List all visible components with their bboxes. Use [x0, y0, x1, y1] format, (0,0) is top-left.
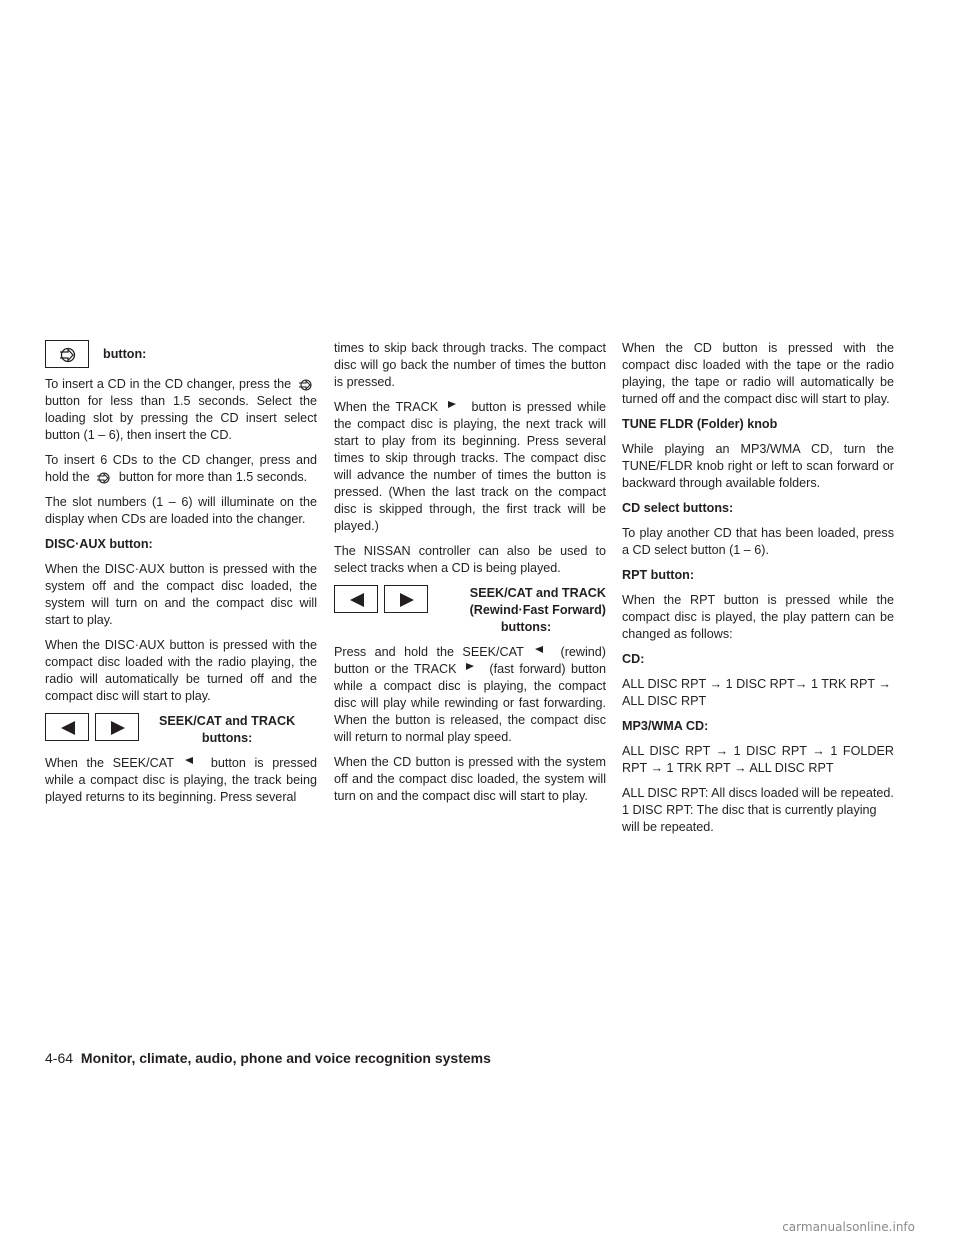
paragraph: While playing an MP3/WMA CD, turn the TUNE/FLDR knob right or left to scan forward or backward through available folders. — [622, 442, 894, 490]
paragraph: To play another CD that has been loaded, press a CD select button (1 – 6). — [622, 526, 894, 557]
paragraph: Press and hold the SEEK/CAT (rewind) button or the TRACK (fast forward) button while a compact disc is playing, the compact disc will play while rewinding or fast forwarding. When the button is released, the compact disc will return to normal play speed. — [334, 645, 607, 744]
paragraph: When the RPT button is pressed while the compact disc is played, the play pattern can be changed as follows: — [622, 593, 894, 641]
column-1 — [45, 340, 317, 814]
seek-track-heading — [45, 713, 317, 747]
rewind-inline-icon — [532, 646, 552, 660]
seek-back-icon — [45, 713, 89, 741]
paragraph: To insert a CD in the CD changer, press the button for less than 1.5 seconds. Select the loading slot by pressing the CD insert select button (1 – 6), then insert the CD. — [45, 377, 317, 442]
mp3-heading: MP3/WMA CD: — [622, 719, 709, 733]
rewind-ff-label-2: (Rewind·Fast Forward) — [469, 603, 606, 617]
paragraph: When the DISC·AUX button is pressed with the compact disc loaded with the radio playing, the radio will automatically be turned off and the compact disc will start to play. — [45, 638, 317, 703]
disc-aux-heading: DISC·AUX button: — [45, 537, 153, 551]
cd-select-heading: CD select buttons: — [622, 501, 734, 515]
paragraph: When the CD button is pressed with the system off and the compact disc loaded, the system will turn on and the compact disc will start to play. — [334, 755, 606, 803]
paragraph: To insert 6 CDs to the CD changer, press and hold the button for more than 1.5 seconds. — [45, 453, 317, 484]
seek-back-inline-icon — [182, 757, 202, 771]
rewind-ff-heading — [334, 585, 606, 636]
paragraph: ALL DISC RPT → 1 DISC RPT → 1 FOLDER RPT → 1 TRK RPT → ALL DISC RPT — [622, 744, 894, 775]
paragraph: times to skip back through tracks. The compact disc will go back the number of times the button is pressed. — [334, 341, 606, 389]
rewind-ff-label-3: buttons: — [500, 620, 552, 634]
fast-forward-icon — [384, 585, 428, 613]
page-number: 4-64 — [45, 1050, 74, 1066]
rpt-heading: RPT button: — [622, 568, 695, 582]
column-3 — [622, 340, 894, 844]
fast-forward-inline-icon — [462, 663, 484, 677]
tune-fldr-heading: TUNE FLDR (Folder) knob — [622, 417, 778, 431]
watermark: carmanualsonline.info — [782, 1220, 915, 1234]
section-title: Monitor, climate, audio, phone and voice recognition systems — [80, 1050, 491, 1066]
paragraph: The slot numbers (1 – 6) will illuminate on the display when CDs are loaded into the changer. — [45, 495, 317, 526]
paragraph: The NISSAN controller can also be used to select tracks when a CD is being played. — [334, 544, 606, 575]
cd-heading: CD: — [622, 652, 645, 666]
eject-heading — [45, 340, 317, 368]
paragraph: When the TRACK button is pressed while the compact disc is playing, the next track will start to play from its beginning. Press several times to skip through tracks. The compact disc will advance the number of times the button is pressed. (When the last track on the compact disc is skipped through, the first track will be played.) — [334, 400, 607, 533]
eject-inline-icon — [295, 378, 317, 392]
track-forward-inline-icon — [444, 401, 466, 415]
seek-track-label: SEEK/CAT and TRACK — [159, 714, 296, 728]
eject-button-icon — [45, 340, 89, 368]
rewind-icon — [334, 585, 378, 613]
paragraph: When the CD button is pressed with the compact disc loaded with the tape or the radio playing, the tape or radio will automatically be turned off and the compact disc will start to play. — [622, 341, 894, 406]
eject-inline-icon — [93, 471, 115, 485]
track-forward-icon — [95, 713, 139, 741]
paragraph: ALL DISC RPT → 1 DISC RPT→ 1 TRK RPT → ALL DISC RPT — [622, 677, 891, 708]
paragraph: When the SEEK/CAT button is pressed while a compact disc is playing, the track being played returns to its beginning. Press several — [45, 756, 317, 804]
column-2 — [334, 340, 606, 813]
paragraph: When the DISC·AUX button is pressed with the system off and the compact disc loaded, the system will turn on and the compact disc will start to play. — [45, 562, 317, 627]
page-footer — [45, 1049, 491, 1067]
seek-track-label-2: buttons: — [201, 731, 253, 745]
paragraph: ALL DISC RPT: All discs loaded will be repeated. 1 DISC RPT: The disc that is currently playing will be repeated. — [622, 786, 894, 834]
rewind-ff-label: SEEK/CAT and TRACK — [469, 586, 606, 600]
eject-label: button: — [103, 347, 147, 361]
